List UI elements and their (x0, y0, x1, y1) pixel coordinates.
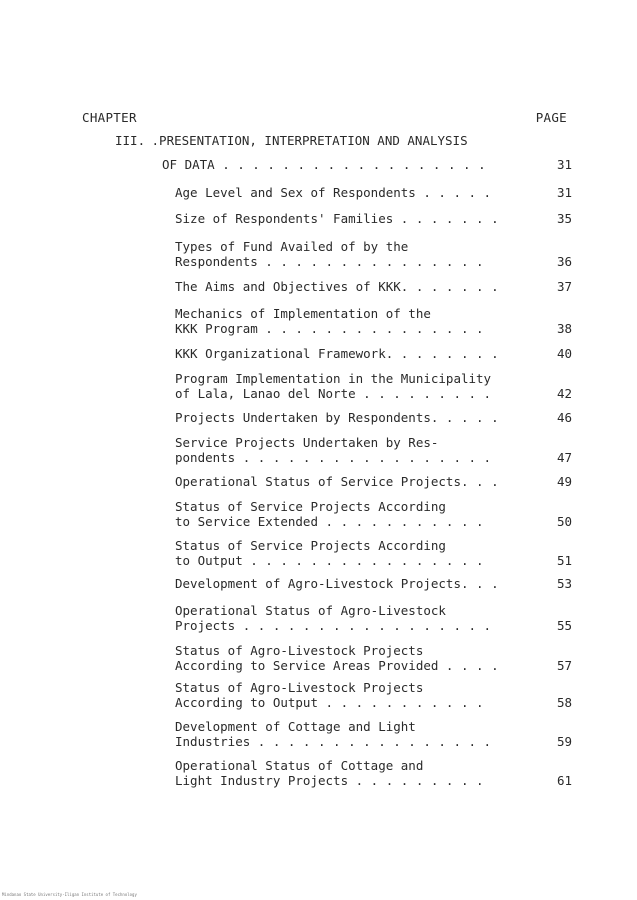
toc-entry-text: Status of Service Projects According (175, 538, 446, 553)
toc-entry-line (175, 499, 572, 514)
toc-page-number: 40 (556, 346, 572, 361)
toc-entry-text: Types of Fund Availed of by the (175, 239, 409, 254)
toc-entry-line (175, 185, 572, 200)
toc-page-number: 57 (556, 658, 572, 673)
toc-entry-line (175, 371, 572, 386)
toc-entry-text: Operational Status of Cottage and (175, 758, 424, 773)
toc-entry-text: Status of Agro-Livestock Projects (175, 680, 424, 695)
toc-page-number: 31 (556, 185, 572, 200)
toc-entry-text: According to Output . . . . . . . . . . . (175, 695, 484, 710)
toc-entry (162, 157, 572, 172)
chapter-column-heading: CHAPTER (82, 110, 137, 125)
toc-entry (175, 211, 572, 226)
toc-entry-line (175, 643, 572, 658)
toc-page-number: 47 (556, 450, 572, 465)
toc-entry-line (162, 157, 572, 172)
toc-entry (175, 758, 572, 788)
toc-page-number: 51 (556, 553, 572, 568)
toc-entry-line (175, 279, 572, 294)
toc-page-number: 31 (556, 157, 572, 172)
toc-entry-line (175, 321, 572, 336)
toc-entry-line (175, 474, 572, 489)
toc-entry-text: OF DATA . . . . . . . . . . . . . . . . . . (162, 157, 486, 172)
toc-entry-line (175, 211, 572, 226)
toc-page-number: 50 (556, 514, 572, 529)
toc-entry-text: Service Projects Undertaken by Res- (175, 435, 439, 450)
toc-entry-text: Mechanics of Implementation of the (175, 306, 431, 321)
toc-entry (175, 435, 572, 465)
toc-entry-text: Industries . . . . . . . . . . . . . . . . (175, 734, 492, 749)
toc-entry-line (175, 576, 572, 591)
toc-page-number: 59 (556, 734, 572, 749)
toc-entry-line (175, 538, 572, 553)
toc-entry (175, 306, 572, 336)
toc-entry (175, 499, 572, 529)
toc-page-number: 42 (556, 386, 572, 401)
toc-entry-text: Operational Status of Agro-Livestock (175, 603, 446, 618)
toc-entry-text: Projects . . . . . . . . . . . . . . . . . (175, 618, 492, 633)
toc-entry-line (175, 680, 572, 695)
toc-entry-text: According to Service Areas Provided . . . . (175, 658, 499, 673)
toc-page-number: 35 (556, 211, 572, 226)
toc-entry-line (175, 346, 572, 361)
toc-entry-text: Age Level and Sex of Respondents . . . . . (175, 185, 492, 200)
toc-entry-text: Projects Undertaken by Respondents. . . . . (175, 410, 499, 425)
toc-entry-text: Status of Service Projects According (175, 499, 446, 514)
toc-entry (175, 538, 572, 568)
toc-entry (175, 603, 572, 633)
toc-entry (175, 185, 572, 200)
toc-entry (175, 279, 572, 294)
toc-entry-line (175, 658, 572, 673)
toc-entry-text: Operational Status of Service Projects. . . (175, 474, 499, 489)
toc-entry-line (175, 618, 572, 633)
toc-page-number: 61 (556, 773, 572, 788)
toc-page-number: 55 (556, 618, 572, 633)
toc-entry-line (175, 410, 572, 425)
toc-entry (175, 576, 572, 591)
toc-entry-text: pondents . . . . . . . . . . . . . . . . . (175, 450, 492, 465)
chapter-number: III. (115, 133, 146, 148)
toc-entry-text: Program Implementation in the Municipality (175, 371, 492, 386)
page-column-heading: PAGE (535, 110, 567, 125)
toc-entry-line (175, 435, 572, 450)
toc-entry (175, 239, 572, 269)
toc-page-number: 58 (556, 695, 572, 710)
toc-entry (175, 643, 572, 673)
toc-entry-line (175, 758, 572, 773)
toc-page-number: 46 (556, 410, 572, 425)
toc-entry (175, 410, 572, 425)
toc-entry (175, 371, 572, 401)
toc-entry-line (175, 254, 572, 269)
toc-entry-text: Development of Cottage and Light (175, 719, 416, 734)
toc-entry-text: of Lala, Lanao del Norte . . . . . . . . . (175, 386, 492, 401)
toc-entry (175, 346, 572, 361)
toc-entry (175, 680, 572, 710)
toc-entry-text: KKK Organizational Framework. . . . . . . . (175, 346, 499, 361)
toc-entry-line (175, 514, 572, 529)
toc-entry-text: Respondents . . . . . . . . . . . . . . . (175, 254, 484, 269)
toc-entry-text: to Output . . . . . . . . . . . . . . . . (175, 553, 484, 568)
toc-entry-line (175, 306, 572, 321)
scan-footer-id: Mindanao State University-Iligan Institute of Technology (2, 892, 137, 897)
toc-entry-text: Development of Agro-Livestock Projects. . . (175, 576, 499, 591)
toc-entry-line (175, 734, 572, 749)
toc-entry-line (175, 450, 572, 465)
toc-entry-line (175, 239, 572, 254)
toc-page-number: 38 (556, 321, 572, 336)
toc-page-number: 53 (556, 576, 572, 591)
chapter-title: .PRESENTATION, INTERPRETATION AND ANALYSIS (151, 133, 468, 148)
toc-entry (175, 719, 572, 749)
toc-entry (175, 474, 572, 489)
toc-entry-text: Size of Respondents' Families . . . . . . . (175, 211, 499, 226)
toc-entry-text: to Service Extended . . . . . . . . . . . (175, 514, 484, 529)
toc-entry-line (175, 695, 572, 710)
toc-entry-text: KKK Program . . . . . . . . . . . . . . . (175, 321, 484, 336)
toc-entry-line (175, 553, 572, 568)
toc-entry-line (175, 386, 572, 401)
toc-page-number: 49 (556, 474, 572, 489)
toc-entry-line (175, 773, 572, 788)
toc-page-number: 37 (556, 279, 572, 294)
toc-entry-text: Light Industry Projects . . . . . . . . . (175, 773, 484, 788)
toc-entry-line (175, 603, 572, 618)
toc-entry-text: The Aims and Objectives of KKK. . . . . . . (175, 279, 499, 294)
chapter-heading (115, 133, 468, 148)
toc-entry-text: Status of Agro-Livestock Projects (175, 643, 424, 658)
toc-entry-line (175, 719, 572, 734)
toc-page-number: 36 (556, 254, 572, 269)
